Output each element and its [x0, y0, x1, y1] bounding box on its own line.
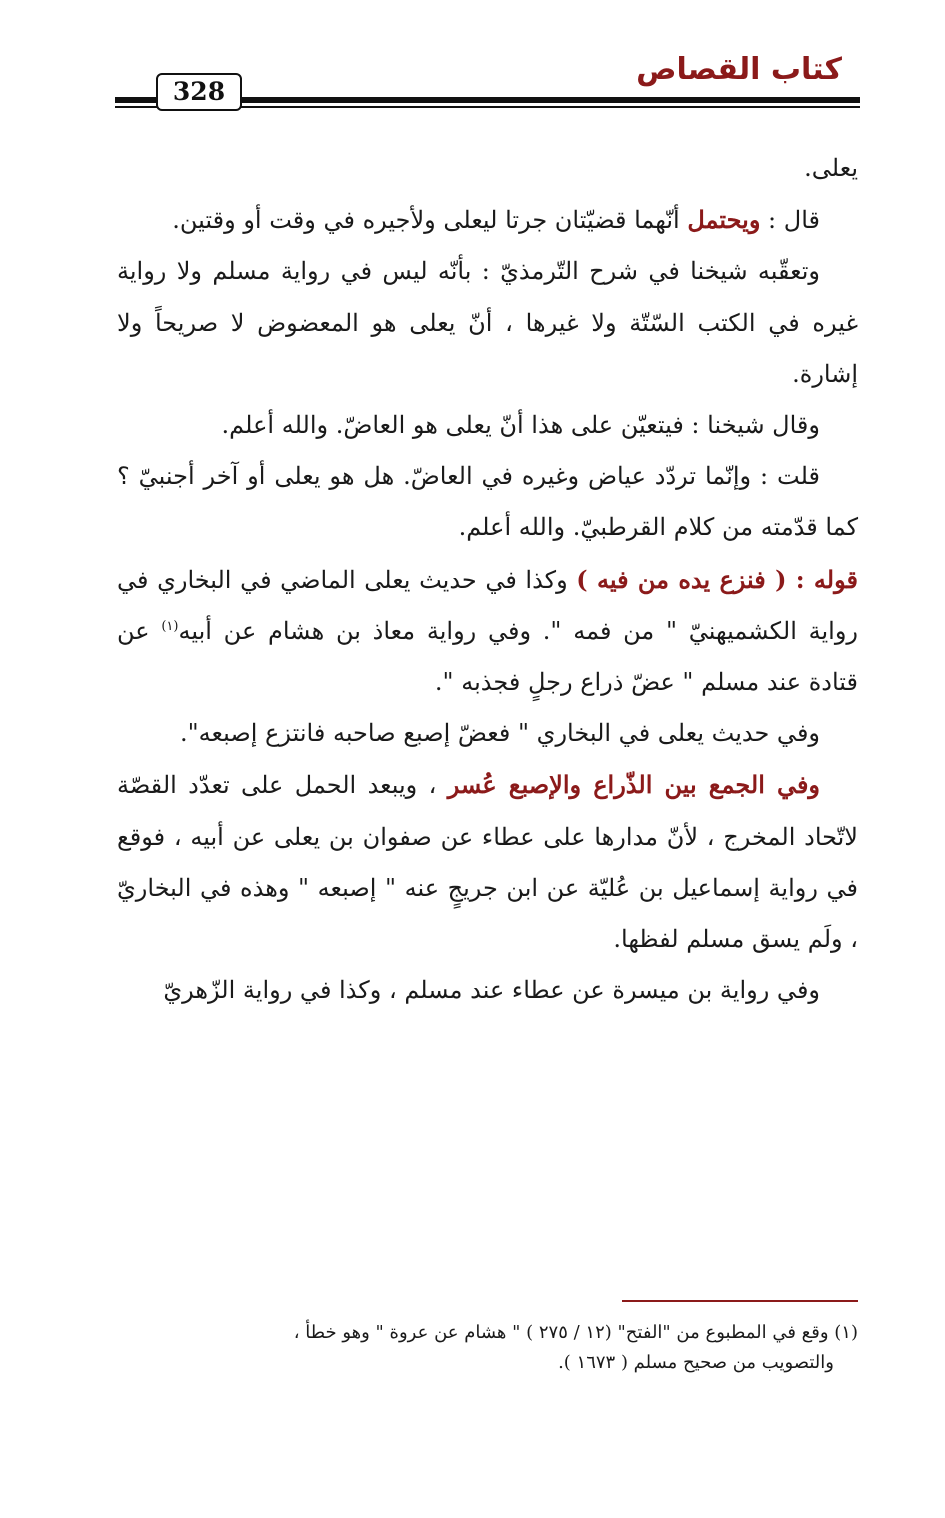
footnote-line: (١) وقع في المطبوع من "الفتح" (١٢ / ٢٧٥ ) " هشام عن عروة " وهو خطأ ، — [293, 1322, 858, 1343]
footnote-marker: (١) — [161, 618, 179, 634]
footnotes — [117, 1318, 858, 1378]
paragraph-text: أنّهما قضيّتان جرتا ليعلى ولأجيره في وقت أو وقتين. — [172, 206, 688, 235]
page-header — [0, 0, 945, 125]
paragraph — [117, 965, 858, 1016]
paragraph — [117, 708, 858, 759]
paragraph — [117, 554, 858, 709]
paragraph — [117, 246, 858, 400]
paragraph-text: ، ويبعد الحمل على تعدّد القصّة لاتّحاد المخرج ، لأنّ مدارها على عطاء عن صفوان بن يعلى عن أبيه ، فوقع في رواية إسماعيل بن عُليّة عن ابن جريجٍ عنه " إصبعه " وهذه في البخاريّ ، ولَم يسق مسلم لفظها. — [117, 771, 858, 954]
paragraph-text: وفي رواية بن ميسرة عن عطاء عند مسلم ، وكذا في رواية الزّهريّ — [163, 976, 820, 1005]
paragraph-text: وقال شيخنا : فيتعيّن على هذا أنّ يعلى هو العاضّ. والله أعلم. — [221, 411, 820, 440]
footnote-line: والتصويب من صحيح مسلم ( ١٦٧٣ ). — [558, 1352, 834, 1373]
paragraph-text: وتعقّبه شيخنا في شرح التّرمذيّ : بأنّه ليس في رواية مسلم ولا رواية غيره في الكتب السّتّة ولا غيرها ، أنّ يعلى هو المعضوض لا صريحاً ولا إشارة. — [117, 257, 858, 388]
highlighted-quote: وفي الجمع بين الذّراع والإصبع عُسر — [447, 770, 821, 800]
paragraph — [117, 143, 858, 194]
paragraph-text: قلت : وإنّما تردّد عياض وغيره في العاضّ. هل هو يعلى أو آخر أجنبيّ ؟ كما قدّمته من كلام القرطبيّ. والله أعلم. — [117, 462, 858, 542]
highlighted-quote: قوله : ( فنزع يده من فيه ) — [576, 564, 858, 594]
paragraph-text: وفي حديث يعلى في البخاري " فعضّ إصبع صاحبه فانتزع إصبعه". — [180, 719, 820, 748]
paragraph-lead: قال : — [760, 206, 820, 235]
footnote-separator — [622, 1300, 858, 1302]
highlighted-term: ويحتمل — [687, 205, 761, 235]
paragraph-text-tail: عن قتادة عند مسلم " عضّ ذراع رجلٍ فجذبه ". — [117, 616, 858, 697]
page-number: 328 — [156, 73, 242, 111]
paragraph — [117, 194, 858, 246]
book-title: كتاب القصاص — [636, 52, 842, 87]
paragraph-text: يعلى. — [804, 154, 858, 182]
paragraph — [117, 400, 858, 451]
main-text — [117, 143, 858, 1016]
paragraph — [117, 451, 858, 553]
paragraph-text: وكذا في حديث يعلى الماضي في البخاري في رواية الكشميهنيّ " من فمه ". وفي رواية معاذ بن هشام عن أبيه — [117, 565, 859, 645]
paragraph — [117, 759, 858, 965]
